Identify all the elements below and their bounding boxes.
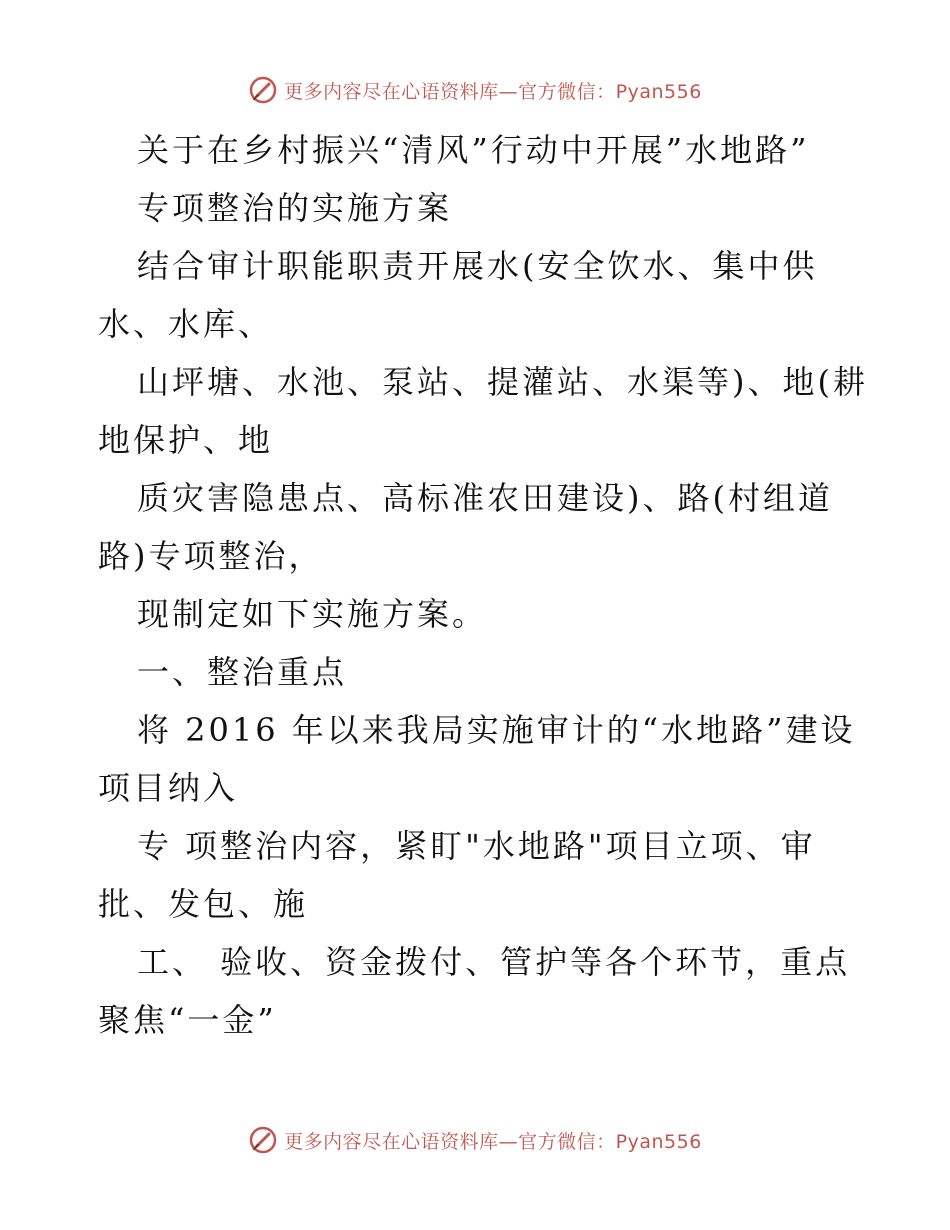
paragraph-line: 批、发包、施 (98, 885, 309, 923)
section-heading: 一、整治重点 (137, 653, 348, 691)
brush-pen-logo-icon (248, 75, 278, 105)
paragraph-line: 山坪塘、水池、泵站、提灌站、水渠等)、地(耕 (137, 363, 868, 401)
paragraph-line: 将 2016 年以来我局实施审计的“水地路”建设 (137, 711, 856, 749)
watermark-text: 更多内容尽在心语资料库—官方微信：Pyan556 (284, 1130, 702, 1153)
paragraph-line: 聚焦“一金” (98, 1001, 277, 1039)
paragraph-line: 地保护、地 (98, 421, 274, 459)
footer-watermark (0, 1120, 950, 1160)
paragraph-line: 水、水库、 (98, 305, 274, 343)
brush-pen-logo-icon (248, 1125, 278, 1155)
header-watermark (0, 70, 950, 110)
document-title-line-2: 专项整治的实施方案 (137, 189, 453, 227)
paragraph-line: 工、 验收、资金拨付、管护等各个环节，重点 (137, 943, 851, 981)
paragraph-line: 现制定如下实施方案。 (137, 595, 488, 633)
paragraph-line: 路)专项整治， (98, 537, 324, 575)
paragraph-line: 专 项整治内容，紧盯"水地路"项目立项、审 (137, 827, 816, 865)
paragraph-line: 结合审计职能职责开展水(安全饮水、集中供 (137, 247, 818, 285)
paragraph-line: 质灾害隐患点、高标准农田建设)、路(村组道 (137, 479, 833, 517)
paragraph-line: 项目纳入 (98, 769, 239, 807)
document-title-line-1: 关于在乡村振兴“清风”行动中开展”水地路” (137, 131, 810, 169)
watermark-text: 更多内容尽在心语资料库—官方微信：Pyan556 (284, 80, 702, 103)
